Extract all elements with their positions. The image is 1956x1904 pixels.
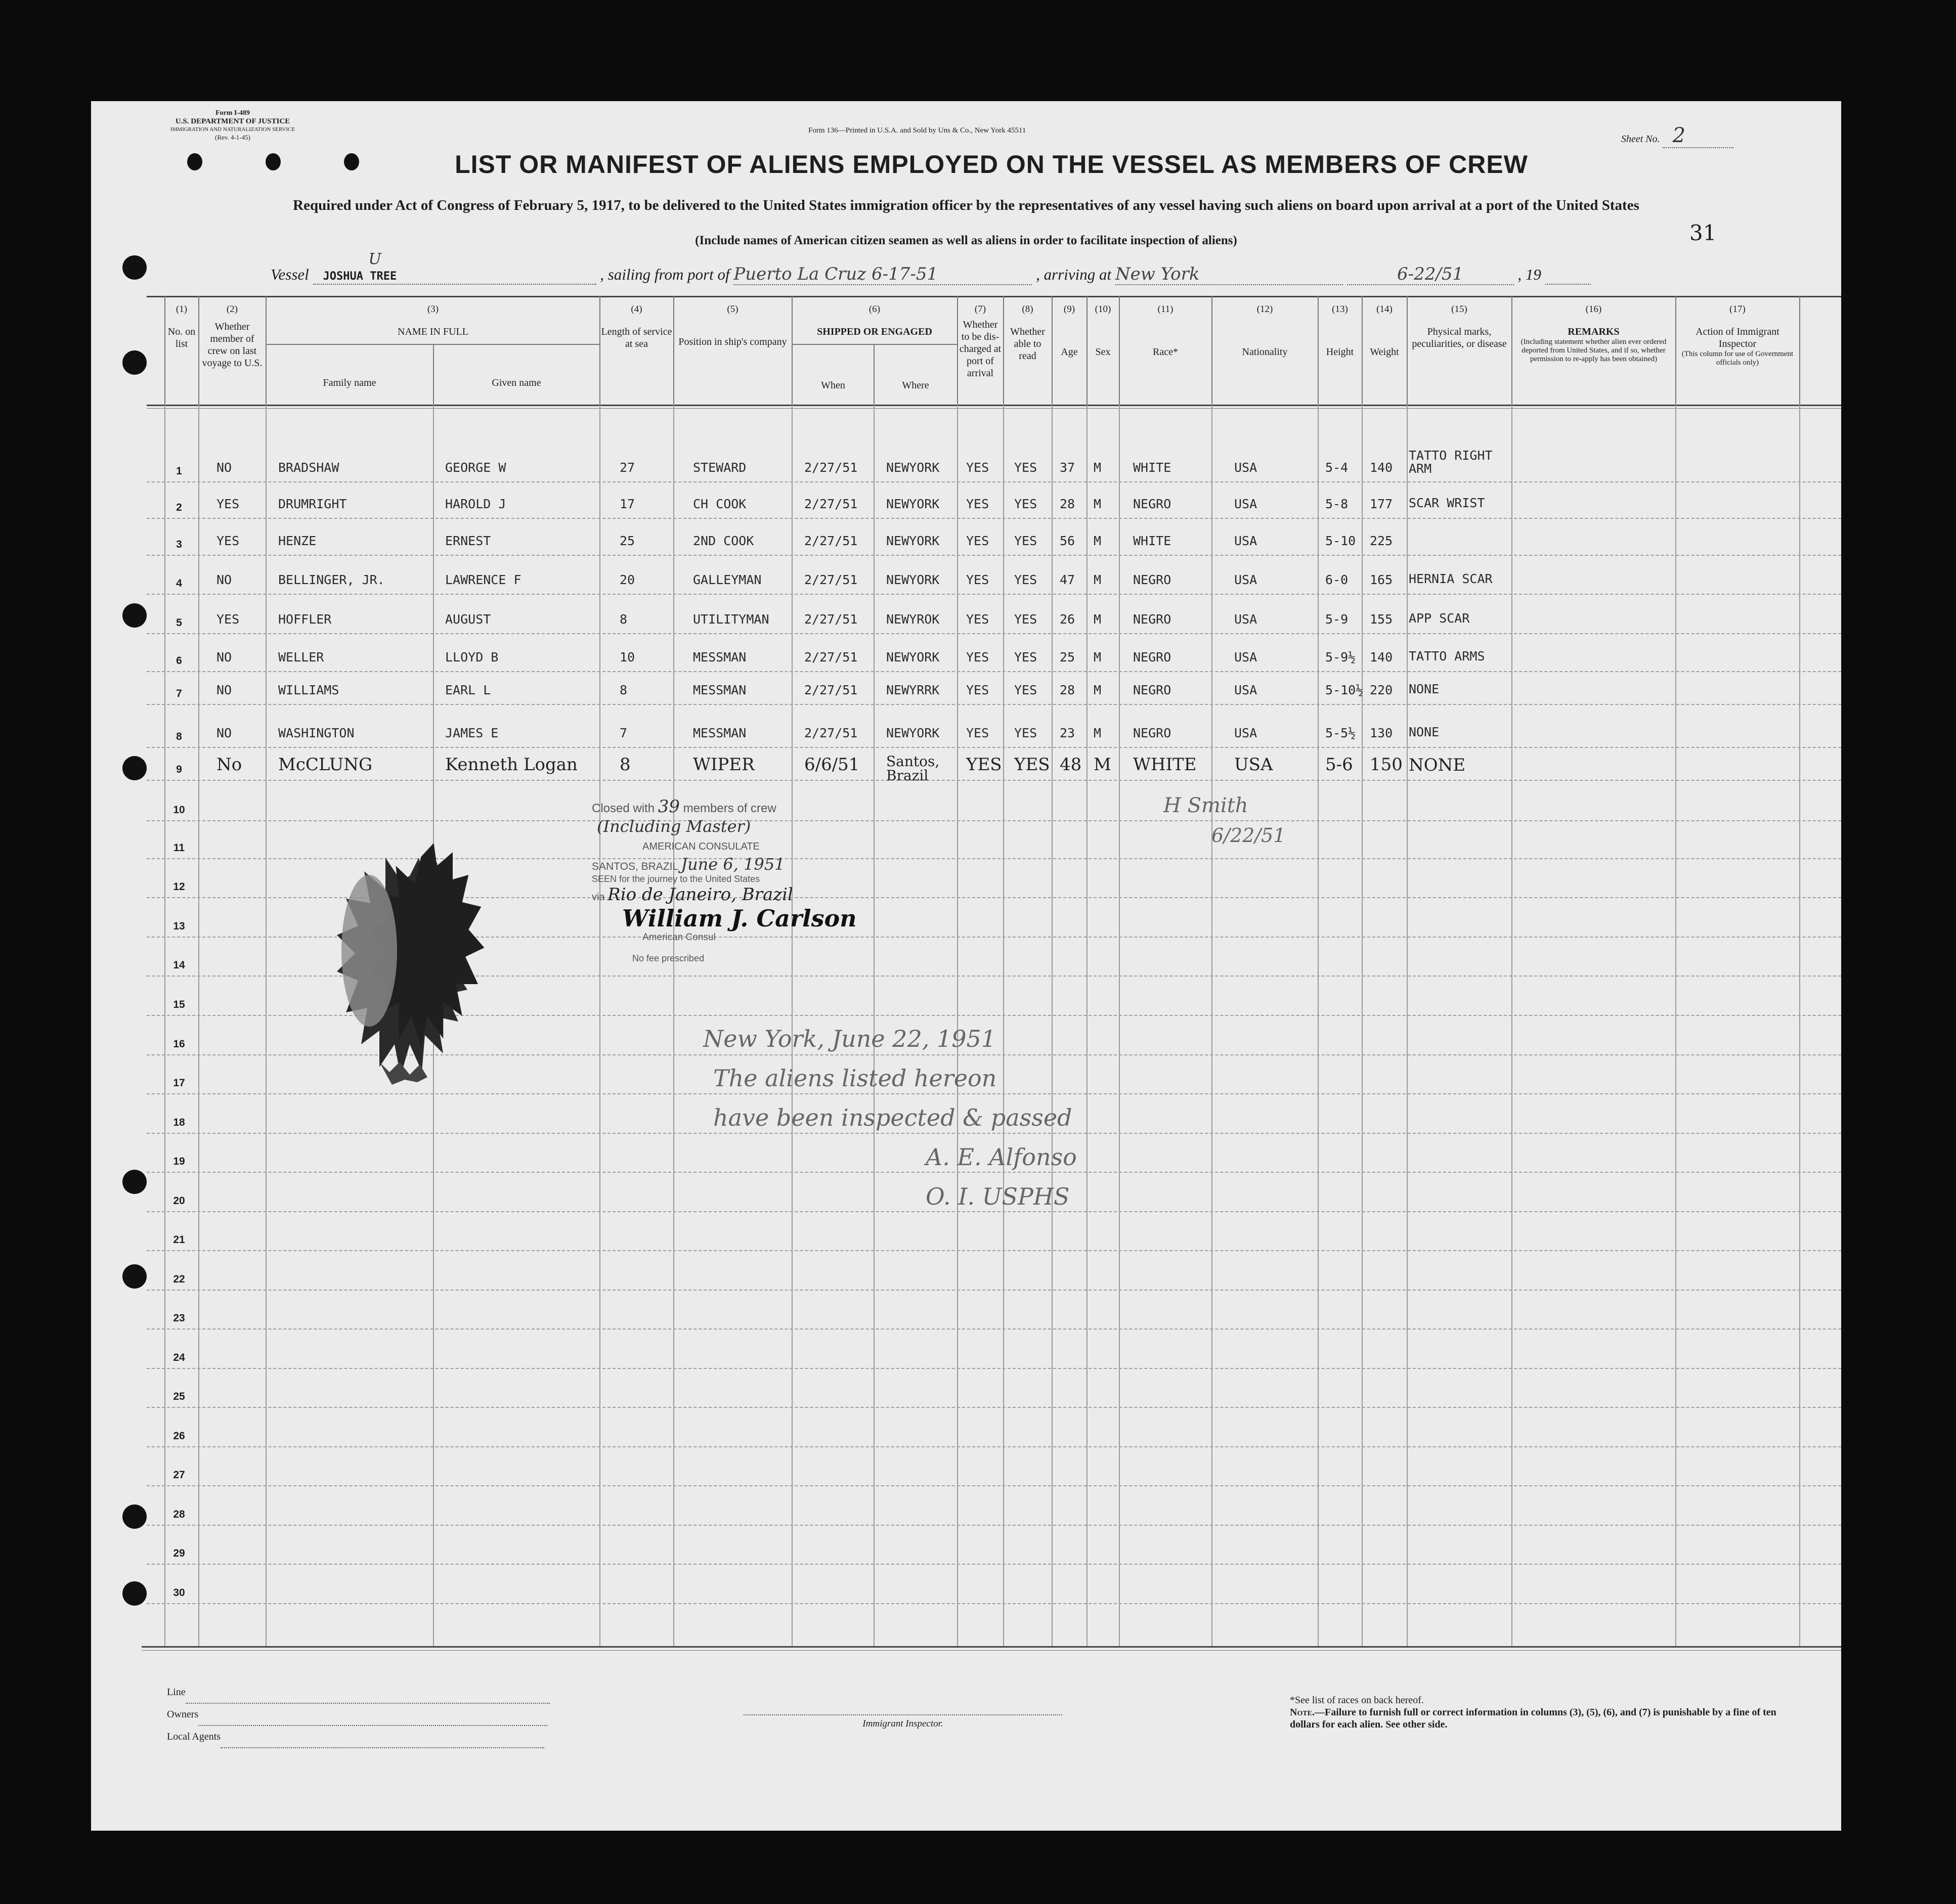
column-header-12: (12) Nationality <box>1242 304 1288 358</box>
row-number: 22 <box>173 1273 185 1285</box>
cell-position: UTILITYMAN <box>693 612 769 627</box>
column-header-3: (3) NAME IN FULL <box>398 304 468 337</box>
arriving-port: New York <box>1115 264 1343 285</box>
row-number: 3 <box>176 539 182 550</box>
binder-hole <box>122 255 147 280</box>
column-header-17: (17) Action of Immigrant Inspector (This column for use of Government officials only) <box>1681 304 1794 367</box>
column-divider <box>1511 397 1512 1646</box>
cell-where: NEWYORK <box>886 497 940 511</box>
cell-service: 25 <box>620 534 635 548</box>
row-number: 12 <box>173 881 185 893</box>
inspector-date: 6/22/51 <box>1211 824 1286 847</box>
cell-marks: NONE <box>1409 682 1440 696</box>
row-number: 16 <box>173 1038 185 1050</box>
cell-read: YES <box>1014 534 1037 548</box>
cell-where: NEWYORK <box>886 572 940 587</box>
department: U.S. DEPARTMENT OF JUSTICE <box>175 117 290 125</box>
cell-position: 2ND COOK <box>693 534 754 548</box>
cell-position: WIPER <box>693 755 755 775</box>
cell-family: BELLINGER, JR. <box>278 572 385 587</box>
cell-height: 5-6 <box>1325 755 1353 775</box>
cell-discharged: YES <box>966 534 989 548</box>
row-rule <box>147 594 1841 595</box>
cell-service: 27 <box>620 460 635 475</box>
row-rule <box>147 1525 1841 1526</box>
row-number: 27 <box>173 1469 185 1481</box>
crew-count: 39 <box>658 796 680 817</box>
cell-weight: 220 <box>1370 683 1393 697</box>
cell-race: NEGRO <box>1133 683 1171 697</box>
column-header-1: (1) No. on list <box>167 304 196 349</box>
cell-weight: 150 <box>1370 755 1403 775</box>
cell-given: GEORGE W <box>445 460 506 475</box>
cell-discharged: YES <box>966 755 1002 775</box>
footer-notes <box>1290 1694 1796 1731</box>
vessel-name: JOSHUA TREE <box>323 270 397 283</box>
cell-sex: M <box>1094 726 1102 740</box>
row-rule <box>147 747 1841 748</box>
cell-height: 6-0 <box>1325 572 1349 587</box>
column-divider <box>673 397 674 1646</box>
revision: (Rev. 4-1-45) <box>215 134 250 141</box>
column-divider <box>1211 397 1212 1646</box>
cell-read: YES <box>1014 460 1037 475</box>
cell-where: NEWYROK <box>886 612 940 627</box>
binder-hole <box>122 1581 147 1606</box>
row-number: 14 <box>173 959 185 971</box>
cell-age: 23 <box>1060 726 1075 740</box>
note-text: —Failure to furnish full or correct information in columns (3), (5), (6), and (7) is punishable by a fine of ten dollars for each alien. See other side. <box>1290 1707 1776 1730</box>
column-header-5: (5) Position in ship's company <box>678 304 787 347</box>
row-number: 5 <box>176 617 182 629</box>
cell-sex: M <box>1094 612 1102 627</box>
cell-family: WILLIAMS <box>278 683 339 697</box>
form-number: Form I-489 <box>215 109 250 117</box>
consul-label: American Consul <box>642 932 716 943</box>
row-rule <box>147 1368 1841 1369</box>
cell-race: WHITE <box>1133 534 1171 548</box>
cell-given: AUGUST <box>445 612 491 627</box>
row-number: 18 <box>173 1117 185 1128</box>
row-rule <box>147 555 1841 556</box>
column-header-10: (10) Sex <box>1095 304 1111 358</box>
cell-position: MESSMAN <box>693 650 747 665</box>
cell-last-voyage: NO <box>216 460 232 475</box>
cell-family: WELLER <box>278 650 324 665</box>
column-header-4: (4) Length of service at sea <box>601 304 672 349</box>
cell-weight: 140 <box>1370 650 1393 665</box>
cell-race: WHITE <box>1133 755 1197 775</box>
vessel-label: Vessel <box>271 265 309 283</box>
row-number: 15 <box>173 999 185 1010</box>
cell-weight: 165 <box>1370 572 1393 587</box>
table-header-border <box>147 408 1841 409</box>
cell-discharged: YES <box>966 612 989 627</box>
wax-seal <box>324 799 546 1102</box>
row-rule <box>147 633 1841 634</box>
cell-height: 5-10½ <box>1325 683 1364 697</box>
cell-where: NEWYORK <box>886 726 940 740</box>
row-number: 26 <box>173 1430 185 1442</box>
cell-nationality: USA <box>1234 534 1257 548</box>
cell-age: 48 <box>1060 755 1082 775</box>
cell-family: HOFFLER <box>278 612 332 627</box>
voyage-line <box>271 250 1591 285</box>
cell-discharged: YES <box>966 497 989 511</box>
row-number: 6 <box>176 655 182 667</box>
consulate-place: SANTOS, BRAZIL <box>592 861 678 872</box>
cell-weight: 140 <box>1370 460 1393 475</box>
sheet-number <box>1621 124 1733 148</box>
cell-race: NEGRO <box>1133 726 1171 740</box>
cell-position: CH COOK <box>693 497 747 511</box>
cell-discharged: YES <box>966 650 989 665</box>
column-divider <box>1362 397 1363 1646</box>
cell-marks: SCAR WRIST <box>1409 496 1485 510</box>
binder-hole <box>122 1170 147 1194</box>
column-header-6: (6) SHIPPED OR ENGAGED <box>817 304 932 337</box>
cell-marks: NONE <box>1409 725 1440 739</box>
cell-marks: APP SCAR <box>1409 611 1470 626</box>
arrival-date: 6-22/51 <box>1347 264 1514 285</box>
column-header-where: Where <box>902 380 929 391</box>
cell-position: MESSMAN <box>693 683 747 697</box>
table-header-border <box>147 405 1841 406</box>
row-number: 2 <box>176 502 182 513</box>
column-divider <box>1119 397 1120 1646</box>
column-divider <box>1799 397 1800 1646</box>
inspector-initials: H Smith <box>1163 794 1248 817</box>
table-bottom-border <box>142 1646 1841 1648</box>
cell-given: LAWRENCE F <box>445 572 521 587</box>
cell-last-voyage: YES <box>216 612 240 627</box>
cell-family: DRUMRIGHT <box>278 497 347 511</box>
cell-marks: NONE <box>1409 755 1466 775</box>
cell-family: WASHINGTON <box>278 726 355 740</box>
binder-hole <box>122 603 147 628</box>
column-header-13: (13) Height <box>1326 304 1354 358</box>
cell-given: EARL L <box>445 683 491 697</box>
row-number: 19 <box>173 1156 185 1167</box>
cell-nationality: USA <box>1234 650 1257 665</box>
row-rule <box>147 1446 1841 1447</box>
cell-service: 10 <box>620 650 635 665</box>
binder-hole <box>122 1504 147 1529</box>
sheet-no: 2 <box>1663 124 1733 148</box>
service: IMMIGRATION AND NATURALIZATION SERVICE <box>170 126 295 132</box>
column-header-given-name: Given name <box>492 377 541 388</box>
cell-last-voyage: NO <box>216 572 232 587</box>
row-number: 28 <box>173 1509 185 1520</box>
column-header-15: (15) Physical marks, peculiarities, or disease <box>1412 304 1507 349</box>
cell-marks: TATTO RIGHT ARM <box>1409 448 1493 476</box>
cell-read: YES <box>1014 612 1037 627</box>
subtitle: Required under Act of Congress of February 5, 1917, to be delivered to the United States immigration officer by the representatives of any vessel having such aliens on board upon arrival at a port of the United States <box>293 197 1639 213</box>
cell-given: Kenneth Logan <box>445 755 578 775</box>
cell-read: YES <box>1014 683 1037 697</box>
row-number: 10 <box>173 804 185 816</box>
row-number: 8 <box>176 731 182 742</box>
column-divider <box>198 397 199 1646</box>
cell-age: 56 <box>1060 534 1075 548</box>
year-field <box>1545 265 1591 285</box>
row-rule <box>147 704 1841 705</box>
cell-age: 26 <box>1060 612 1075 627</box>
cell-race: WHITE <box>1133 460 1171 475</box>
cell-age: 28 <box>1060 683 1075 697</box>
consulate-office: AMERICAN CONSULATE <box>642 841 760 852</box>
column-header-family-name: Family name <box>323 377 376 388</box>
via-label: via <box>592 892 605 903</box>
cell-sex: M <box>1094 497 1102 511</box>
row-number: 13 <box>173 920 185 932</box>
cell-age: 25 <box>1060 650 1075 665</box>
cell-height: 5-9 <box>1325 612 1349 627</box>
column-divider <box>1675 397 1676 1646</box>
title-dot <box>187 153 202 170</box>
cell-service: 7 <box>620 726 628 740</box>
footer-line-label: Line <box>167 1687 186 1698</box>
cell-sex: M <box>1094 572 1102 587</box>
column-divider <box>1407 397 1408 1646</box>
cell-read: YES <box>1014 650 1037 665</box>
inspection-line-5: O. I. USPHS <box>926 1183 1070 1210</box>
column-divider <box>266 397 267 1646</box>
cell-service: 20 <box>620 572 635 587</box>
cell-family: McCLUNG <box>278 755 373 775</box>
cell-nationality: USA <box>1234 683 1257 697</box>
cell-when: 2/27/51 <box>804 534 858 548</box>
cell-where: NEWYORK <box>886 650 940 665</box>
cell-given: JAMES E <box>445 726 499 740</box>
title-dot <box>266 153 281 170</box>
vessel-field <box>313 250 596 285</box>
row-rule <box>147 518 1841 519</box>
cell-discharged: YES <box>966 460 989 475</box>
row-number: 4 <box>176 578 182 589</box>
cell-nationality: USA <box>1234 726 1257 740</box>
cell-service: 8 <box>620 612 628 627</box>
cell-discharged: YES <box>966 726 989 740</box>
column-header-when: When <box>821 380 845 391</box>
cell-height: 5-5½ <box>1325 726 1356 740</box>
cell-position: GALLEYMAN <box>693 572 762 587</box>
cell-where: NEWYORK <box>886 460 940 475</box>
cell-height: 5-8 <box>1325 497 1349 511</box>
row-rule <box>147 1290 1841 1291</box>
cell-when: 2/27/51 <box>804 726 858 740</box>
form-info <box>157 109 309 142</box>
cell-nationality: USA <box>1234 612 1257 627</box>
sailing-port: Puerto La Cruz 6-17-51 <box>733 264 1032 285</box>
cell-discharged: YES <box>966 683 989 697</box>
footer-agents-label: Local Agents <box>167 1731 221 1742</box>
column-header-16: (16) REMARKS (Including statement whether alien ever ordered deported from United States, and if so, whether permission to re-apply has been obtained) <box>1520 304 1667 363</box>
cell-sex: M <box>1094 534 1102 548</box>
cell-race: NEGRO <box>1133 572 1171 587</box>
cell-height: 5-9½ <box>1325 650 1356 665</box>
immigrant-inspector-label: Immigrant Inspector. <box>862 1718 943 1729</box>
row-number: 11 <box>173 842 185 854</box>
cell-sex: M <box>1094 755 1111 775</box>
column-divider <box>164 397 165 1646</box>
cell-position: STEWARD <box>693 460 747 475</box>
column-header-2: (2) Whether member of crew on last voyage to U.S. <box>202 304 263 369</box>
row-rule <box>147 671 1841 672</box>
column-divider <box>1318 397 1319 1646</box>
table-bottom-border <box>142 1650 1841 1651</box>
fee-note: No fee prescribed <box>632 953 705 963</box>
manifest-sheet <box>91 101 1841 1831</box>
column-header-14: (14) Weight <box>1370 304 1399 358</box>
cell-race: NEGRO <box>1133 497 1171 511</box>
consular-stamp <box>592 796 956 964</box>
cell-given: HAROLD J <box>445 497 506 511</box>
inspection-line-1: New York, June 22, 1951 <box>703 1025 996 1052</box>
row-rule <box>147 1485 1841 1486</box>
including-master: (Including Master) <box>597 817 751 836</box>
inspection-line-2: The aliens listed hereon <box>713 1065 997 1092</box>
cell-when: 2/27/51 <box>804 683 858 697</box>
row-rule <box>147 1329 1841 1330</box>
cell-race: NEGRO <box>1133 612 1171 627</box>
row-number: 17 <box>173 1077 185 1089</box>
cell-position: MESSMAN <box>693 726 747 740</box>
cell-where: NEWYORK <box>886 534 940 548</box>
row-number: 30 <box>173 1587 185 1599</box>
cell-nationality: USA <box>1234 497 1257 511</box>
row-number: 7 <box>176 688 182 699</box>
via-route: Rio de Janeiro, Brazil <box>607 884 793 905</box>
cell-service: 8 <box>620 683 628 697</box>
arriving-label: , arriving at <box>1036 265 1112 283</box>
row-number: 23 <box>173 1312 185 1324</box>
row-rule <box>147 481 1841 482</box>
binder-hole <box>122 756 147 780</box>
cell-read: YES <box>1014 755 1050 775</box>
cell-service: 17 <box>620 497 635 511</box>
year-label: , 19 <box>1517 265 1541 283</box>
inspection-line-4: A. E. Alfonso <box>926 1143 1077 1171</box>
inspection-note <box>703 1019 1077 1216</box>
sheet-label: Sheet No. <box>1621 134 1660 145</box>
footer-owners-label: Owners <box>167 1709 199 1720</box>
cell-sex: M <box>1094 650 1102 665</box>
cell-nationality: USA <box>1234 460 1257 475</box>
closed-prefix: Closed with <box>592 802 655 815</box>
cell-family: HENZE <box>278 534 317 548</box>
consulate-date: June 6, 1951 <box>681 855 785 874</box>
cell-marks: TATTO ARMS <box>1409 649 1485 663</box>
cell-sex: M <box>1094 460 1102 475</box>
cell-given: LLOYD B <box>445 650 499 665</box>
inspection-line-3: have been inspected & passed <box>713 1104 1072 1131</box>
cell-age: 37 <box>1060 460 1075 475</box>
column-header-9: (9) Age <box>1061 304 1078 358</box>
cell-height: 5-4 <box>1325 460 1349 475</box>
row-rule <box>147 780 1841 781</box>
cell-height: 5-10 <box>1325 534 1356 548</box>
cell-when: 2/27/51 <box>804 572 858 587</box>
printer-line: Form 136—Printed in U.S.A. and Sold by Uns & Co., New York 45511 <box>808 126 1026 135</box>
row-rule <box>147 1603 1841 1604</box>
cell-family: BRADSHAW <box>278 460 339 475</box>
closed-suffix: members of crew <box>683 802 776 815</box>
cell-weight: 177 <box>1370 497 1393 511</box>
cell-last-voyage: YES <box>216 534 240 548</box>
cell-where: Santos, Brazil <box>886 753 940 784</box>
cell-given: ERNEST <box>445 534 491 548</box>
cell-race: NEGRO <box>1133 650 1171 665</box>
cell-when: 2/27/51 <box>804 612 858 627</box>
row-rule <box>147 1407 1841 1408</box>
cell-age: 47 <box>1060 572 1075 587</box>
binder-hole <box>122 1264 147 1289</box>
column-header-11: (11) Race* <box>1153 304 1178 358</box>
cell-nationality: USA <box>1234 755 1273 775</box>
cell-last-voyage: NO <box>216 683 232 697</box>
vessel-prefix: U <box>368 250 381 268</box>
cell-when: 2/27/51 <box>804 460 858 475</box>
row-number: 21 <box>173 1234 185 1246</box>
races-note: *See list of races on back hereof. <box>1290 1695 1424 1706</box>
cell-when: 2/27/51 <box>804 497 858 511</box>
row-rule <box>147 1250 1841 1251</box>
row-number: 25 <box>173 1391 185 1402</box>
cell-sex: M <box>1094 683 1102 697</box>
note-label: Note. <box>1290 1707 1315 1718</box>
seen-line: SEEN for the journey to the United States <box>592 874 760 884</box>
row-rule <box>147 1564 1841 1565</box>
row-number: 20 <box>173 1195 185 1207</box>
cell-marks: HERNIA SCAR <box>1409 571 1493 586</box>
cell-service: 8 <box>620 755 631 775</box>
column-divider <box>599 397 600 1646</box>
cell-last-voyage: YES <box>216 497 240 511</box>
cell-when: 6/6/51 <box>804 755 860 775</box>
cell-nationality: USA <box>1234 572 1257 587</box>
page-stamp: 31 <box>1689 220 1717 245</box>
cell-read: YES <box>1014 572 1037 587</box>
footer-left <box>167 1681 550 1748</box>
row-number: 29 <box>173 1547 185 1559</box>
cell-last-voyage: NO <box>216 650 232 665</box>
page-title: LIST OR MANIFEST OF ALIENS EMPLOYED ON THE VESSEL AS MEMBERS OF CREW <box>455 150 1528 179</box>
cell-read: YES <box>1014 726 1037 740</box>
cell-where: NEWYRRK <box>886 683 940 697</box>
cell-when: 2/27/51 <box>804 650 858 665</box>
inspector-signature-line <box>744 1714 1062 1730</box>
cell-read: YES <box>1014 497 1037 511</box>
consul-signature: William J. Carlson <box>622 905 857 932</box>
cell-weight: 130 <box>1370 726 1393 740</box>
cell-discharged: YES <box>966 572 989 587</box>
cell-last-voyage: No <box>216 755 242 775</box>
column-header-7: (7) Whether to be dis-charged at port of arrival <box>959 304 1002 379</box>
column-divider <box>1086 397 1088 1646</box>
cell-weight: 155 <box>1370 612 1393 627</box>
sailing-label: , sailing from port of <box>600 265 730 283</box>
row-number: 24 <box>173 1352 185 1363</box>
cell-weight: 225 <box>1370 534 1393 548</box>
cell-age: 28 <box>1060 497 1075 511</box>
row-number: 1 <box>176 465 182 477</box>
column-header-8: (8) Whether able to read <box>1010 304 1045 362</box>
cell-last-voyage: NO <box>216 726 232 740</box>
subnote: (Include names of American citizen seamen as well as aliens in order to facilitate inspection of aliens) <box>695 234 1237 247</box>
row-number: 9 <box>176 764 182 775</box>
